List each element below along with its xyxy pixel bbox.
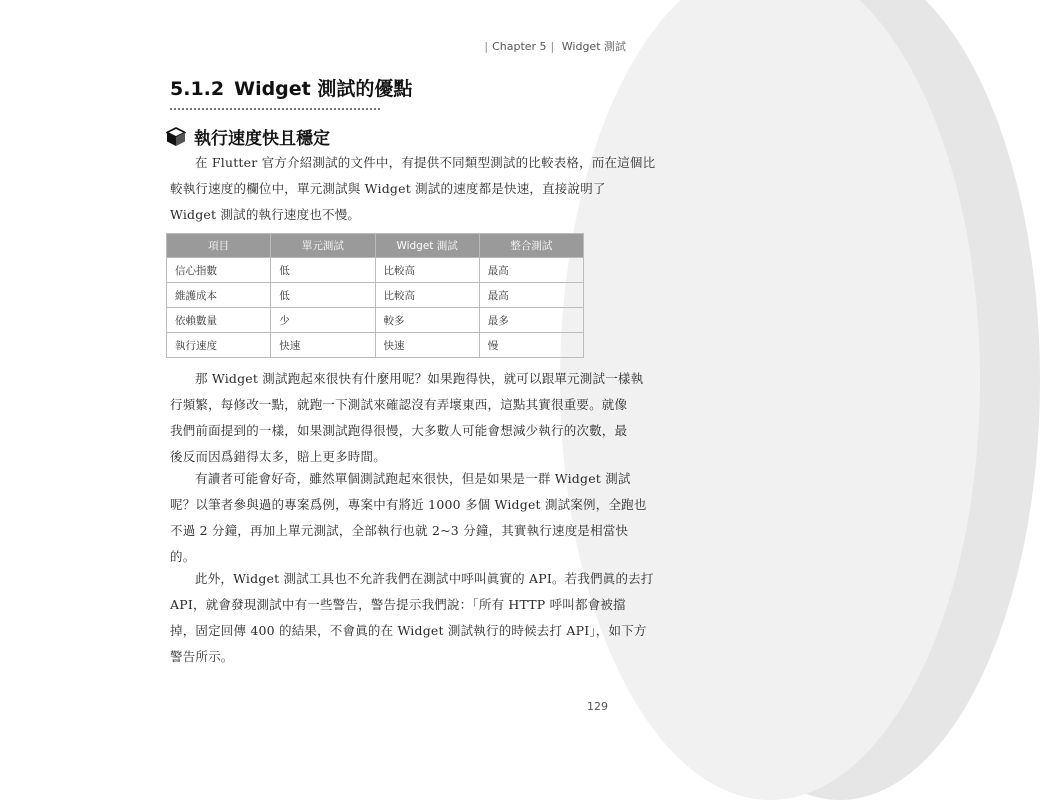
table-row — [167, 308, 584, 333]
section-number: 5.1.2 — [170, 78, 225, 100]
paragraph-line: 呢？以筆者參與過的專案爲例，專案中有將近 1000 多個 Widget 測試案例，全跑也 — [170, 497, 647, 512]
paragraph-line: 那 Widget 測試跑起來很快有什麼用呢？如果跑得快，就可以跟單元測試一樣執 — [195, 371, 644, 386]
section-title — [170, 74, 413, 110]
page-number: 129 — [587, 700, 608, 713]
table-cell: 信心指數 — [167, 258, 271, 283]
table-cell: 慢 — [479, 333, 583, 358]
paragraph-line: 較執行速度的欄位中，單元測試與 Widget 測試的速度都是快速，直接說明了 — [170, 181, 606, 196]
table-row — [167, 333, 584, 358]
paragraph-line: 掉，固定回傳 400 的結果，不會眞的在 Widget 測試執行的時候去打 API」，如下方 — [170, 623, 647, 638]
table-cell: 維護成本 — [167, 283, 271, 308]
table-cell: 少 — [271, 308, 375, 333]
paragraph-line: Widget 測試的執行速度也不慢。 — [170, 207, 361, 222]
table-cell: 最多 — [479, 308, 583, 333]
table-cell: 執行速度 — [167, 333, 271, 358]
running-head-chapter: Chapter 5 — [492, 40, 547, 53]
table-header-cell: 整合測試 — [479, 234, 583, 258]
paragraph-line: 有讀者可能會好奇，雖然單個測試跑起來很快，但是如果是一群 Widget 測試 — [195, 471, 631, 486]
table-row — [167, 283, 584, 308]
table-header-cell: 單元測試 — [271, 234, 375, 258]
paragraph-4 — [170, 566, 654, 670]
sub-heading-text: 執行速度快且穩定 — [194, 129, 330, 149]
paragraph-line: 此外，Widget 測試工具也不允許我們在測試中呼叫眞實的 API。若我們眞的去打 — [195, 571, 654, 586]
table-cell: 比較高 — [375, 283, 479, 308]
comparison-table — [166, 233, 584, 358]
paragraph-line: 的。 — [170, 549, 196, 564]
paragraph-2 — [170, 366, 644, 470]
paragraph-line: 我們前面提到的一樣，如果測試跑得很慢，大多數人可能會想減少執行的次數，最 — [170, 423, 628, 438]
running-head-title: Widget 測試 — [561, 40, 626, 53]
table-cell: 較多 — [375, 308, 479, 333]
table-cell: 最高 — [479, 283, 583, 308]
sub-heading — [166, 124, 330, 149]
paragraph-line: 警告所示。 — [170, 649, 234, 664]
table-cell: 快速 — [375, 333, 479, 358]
table-cell: 低 — [271, 283, 375, 308]
table-cell: 最高 — [479, 258, 583, 283]
running-head: | Chapter 5 | Widget 測試 — [484, 40, 626, 53]
paragraph-line: 後反而因爲錯得太多，賠上更多時間。 — [170, 449, 386, 464]
table-header-cell: Widget 測試 — [375, 234, 479, 258]
table-header-row — [167, 234, 584, 258]
table-cell: 依賴數量 — [167, 308, 271, 333]
cube-icon — [166, 127, 186, 147]
table-header-cell: 項目 — [167, 234, 271, 258]
paragraph-line: 在 Flutter 官方介紹測試的文件中，有提供不同類型測試的比較表格，而在這個比 — [195, 155, 656, 170]
table-cell: 低 — [271, 258, 375, 283]
paragraph-line: 不過 2 分鐘，再加上單元測試，全部執行也就 2~3 分鐘，其實執行速度是相當快 — [170, 523, 629, 538]
table-row — [167, 258, 584, 283]
paragraph-line: 行頻繁，每修改一點，就跑一下測試來確認沒有弄壞東西，這點其實很重要。就像 — [170, 397, 628, 412]
paragraph-line: API，就會發現測試中有一些警告，警告提示我們說：「所有 HTTP 呼叫都會被擋 — [170, 597, 626, 612]
table-cell: 快速 — [271, 333, 375, 358]
paragraph-3 — [170, 466, 647, 570]
paragraph-1 — [170, 150, 656, 228]
table-cell: 比較高 — [375, 258, 479, 283]
section-title-text: Widget 測試的優點 — [234, 78, 413, 100]
